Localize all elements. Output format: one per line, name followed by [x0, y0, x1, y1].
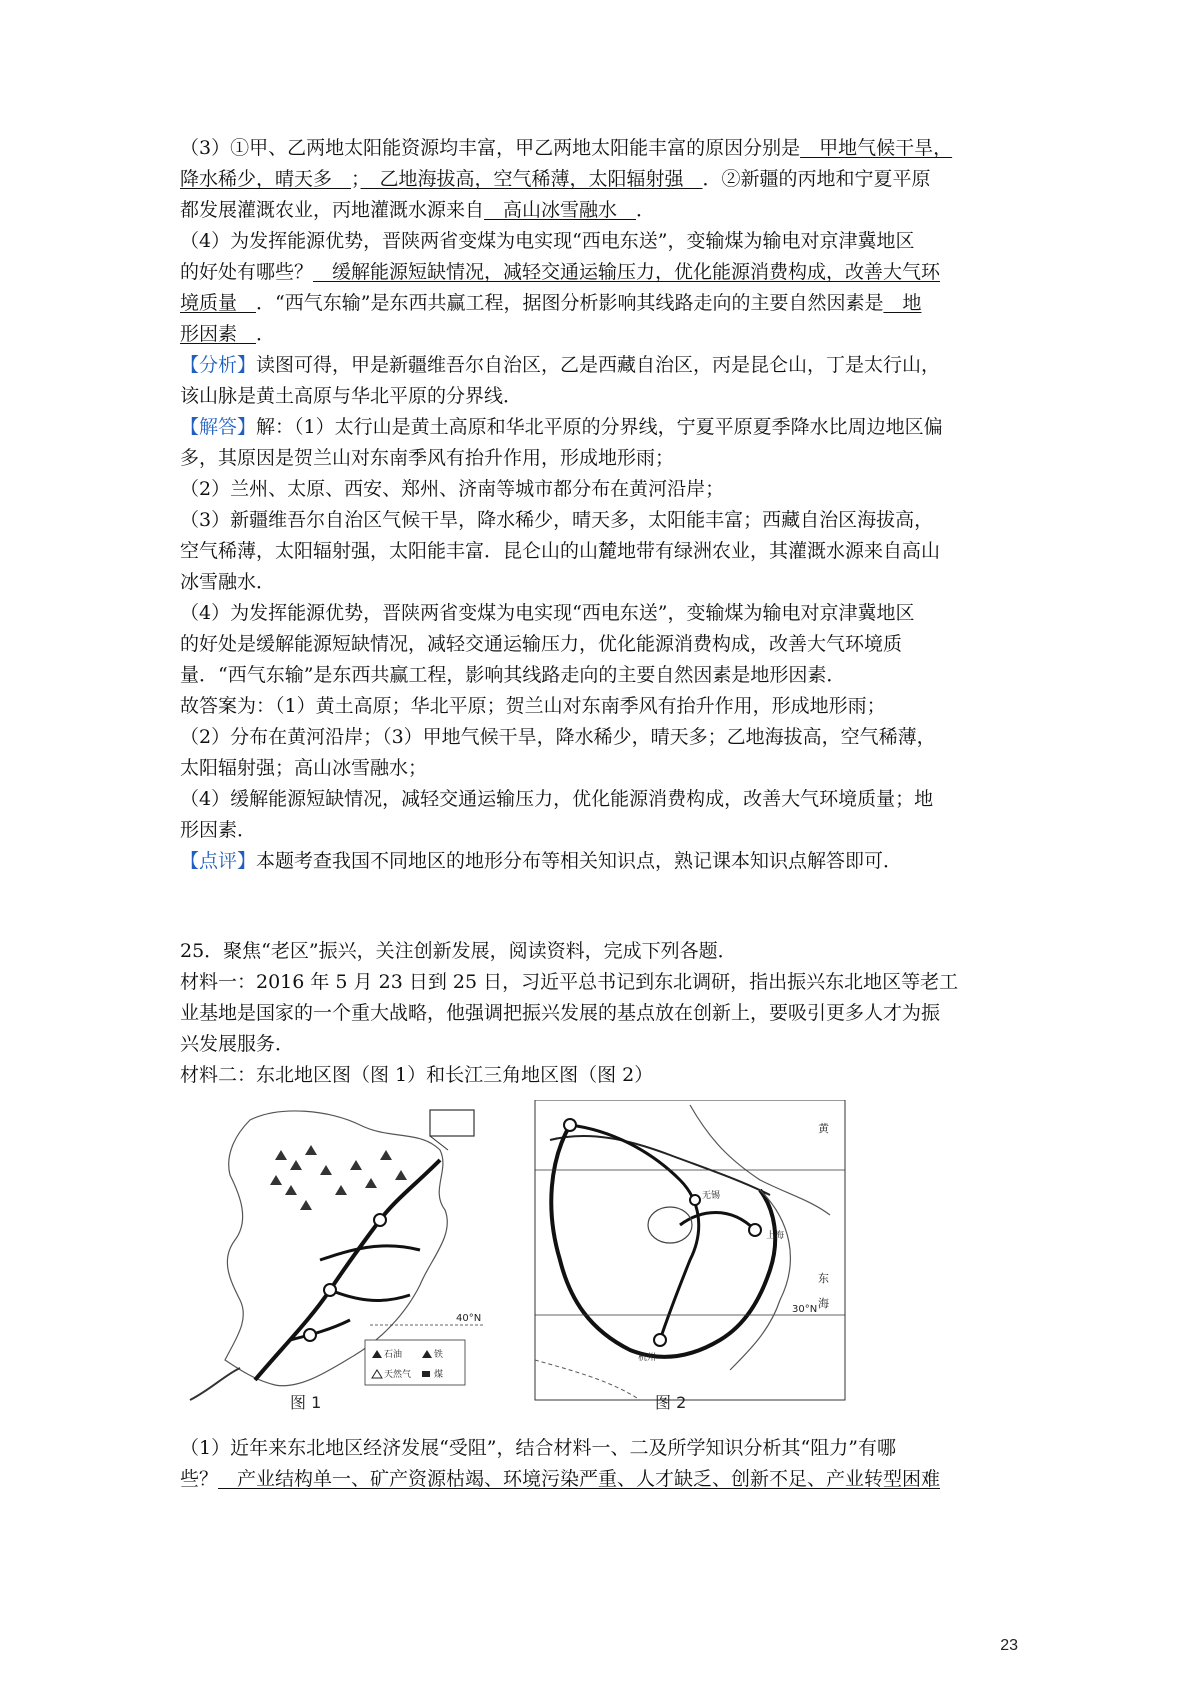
- q4-line-3: [180, 288, 1030, 319]
- q3-text-2: ．②新疆的丙地和宁夏平原: [702, 168, 931, 190]
- q3-answer-1-cont: 降水稀少，晴天多: [180, 168, 352, 190]
- fig1-legend-gas: 天然气: [384, 1370, 412, 1380]
- analysis-block: [180, 350, 1030, 412]
- q4-answer: 缓解能源短缺情况，减轻交通运输压力，优化能源消费构成，改善大气环: [313, 261, 941, 283]
- page-number: 23: [1000, 1637, 1018, 1654]
- q25-1-block: [180, 1433, 1030, 1495]
- q3-text-3: 都发展灌溉农业，丙地灌溉水源来自: [180, 199, 485, 221]
- fig1-legend-oil: 石油: [384, 1350, 403, 1360]
- answer-line-8: 的好处是缓解能源短缺情况，减轻交通运输压力，优化能源消费构成，改善大气环境质: [180, 633, 903, 655]
- q4-line-1: （4）为发挥能源优势，晋陕两省变煤为电实现“西电东送”，变输煤为输电对京津冀地区: [180, 230, 915, 252]
- answer-line-4: （3）新疆维吾尔自治区气候干旱，降水稀少，晴天多，太阳能丰富；西藏自治区海拔高，: [180, 509, 934, 531]
- answer-line-2: 多，其原因是贺兰山对东南季风有抬升作用，形成地形雨；: [180, 447, 675, 469]
- fig2-lat-label: 30°N: [792, 1304, 818, 1315]
- q3-answer-1: 甲地气候干旱，: [800, 137, 953, 159]
- fig1-legend-iron: 铁: [434, 1350, 444, 1360]
- answer-block: [180, 412, 1030, 846]
- q3-line-3: [180, 195, 1030, 226]
- q3-end: ．: [636, 199, 656, 221]
- answer-line-11: （2）分布在黄河沿岸；（3）甲地气候干旱，降水稀少，晴天多；乙地海拔高，空气稀薄，: [180, 726, 936, 748]
- fig1-caption: 图 1: [290, 1393, 322, 1412]
- q25-line-1: 25．聚焦“老区”振兴，关注创新发展，阅读资料，完成下列各题．: [180, 940, 737, 962]
- comment-line: [180, 846, 1030, 877]
- q25-line-2: 材料一：2016 年 5 月 23 日到 25 日，习近平总书记到东北调研，指出振兴东北地区等老工: [180, 971, 959, 993]
- q4-text-3: ．“西气东输”是东西共赢工程，据图分析影响其线路走向的主要自然因素是: [256, 292, 884, 314]
- fig2-label-east: 东: [818, 1272, 829, 1285]
- answer-line-3: （2）兰州、太原、西安、郑州、济南等城市都分布在黄河沿岸；: [180, 478, 725, 500]
- q4-end: ．: [256, 323, 276, 345]
- answer-line-13: （4）缓解能源短缺情况，减轻交通运输压力，优化能源消费构成，改善大气环境质量；地: [180, 788, 934, 810]
- comment-text: 本题考查我国不同地区的地形分布等相关知识点，熟记课本知识点解答即可．: [256, 850, 903, 872]
- answer-line-12: 太阳辐射强；高山冰雪融水；: [180, 757, 428, 779]
- answer-tag: 【解答】: [180, 416, 257, 438]
- q3-block: [180, 133, 1030, 226]
- q3-separator: ；: [351, 168, 361, 190]
- q25-block: [180, 936, 1030, 1091]
- answer-line-9: 量．“西气东输”是东西共赢工程，影响其线路走向的主要自然因素是地形因素．: [180, 664, 846, 686]
- q4-block: [180, 226, 1030, 350]
- answer-line-14: 形因素．: [180, 819, 257, 841]
- fig2-label-shanghai: 上海: [766, 1231, 785, 1241]
- answer-line-10: 故答案为：（1）黄土高原；华北平原；贺兰山对东南季风有抬升作用，形成地形雨；: [180, 695, 886, 717]
- fig2-label-yellow: 黄: [818, 1122, 829, 1135]
- figure-2-yangtze-delta-map: [530, 1100, 870, 1420]
- q4-text: 的好处有哪些？: [180, 261, 314, 283]
- q4-answer-2-cont: 形因素: [180, 323, 257, 345]
- fig2-label-sea: 海: [818, 1297, 829, 1310]
- q3-text: （3）①甲、乙两地太阳能资源均丰富，甲乙两地太阳能丰富的原因分别是: [180, 137, 801, 159]
- answer-line-5: 空气稀薄，太阳辐射强，太阳能丰富．昆仑山的山麓地带有绿洲农业，其灌溉水源来自高山: [180, 540, 941, 562]
- q3-answer-3: 高山冰雪融水: [484, 199, 637, 221]
- comment-tag: 【点评】: [180, 850, 257, 872]
- fig2-label-wuxi: 无锡: [702, 1191, 721, 1201]
- q4-answer-2: 地: [883, 292, 922, 314]
- analysis-tag: 【分析】: [180, 354, 257, 376]
- q4-line-4: [180, 319, 1030, 350]
- q3-answer-2: 乙地海拔高，空气稀薄，太阳辐射强: [360, 168, 703, 190]
- q3-line-2: [180, 164, 1030, 195]
- fig2-label-hangzhou: 杭州: [638, 1353, 657, 1363]
- answer-text: 解：（1）太行山是黄土高原和华北平原的分界线，宁夏平原夏季降水比周边地区偏: [256, 416, 943, 438]
- analysis-line-2: 该山脉是黄土高原与华北平原的分界线．: [180, 385, 523, 407]
- q25-line-5: 材料二：东北地区图（图 1）和长江三角地区图（图 2）: [180, 1064, 654, 1086]
- yangtze-delta-map-image: [530, 1100, 870, 1420]
- q25-1-line-1: （1）近年来东北地区经济发展“受阻”，结合材料一、二及所学知识分析其“阻力”有哪: [180, 1437, 896, 1459]
- comment-block: [180, 846, 1030, 877]
- figures: [180, 1100, 870, 1420]
- q25-1-answer: 产业结构单一、矿产资源枯竭、环境污染严重、人才缺乏、创新不足、产业转型困难: [218, 1468, 941, 1490]
- northeast-map-image: [180, 1100, 510, 1420]
- fig1-legend-coal: 煤: [434, 1370, 444, 1380]
- q25-line-4: 兴发展服务．: [180, 1033, 295, 1055]
- answer-line-7: （4）为发挥能源优势，晋陕两省变煤为电实现“西电东送”，变输煤为输电对京津冀地区: [180, 602, 915, 624]
- q4-answer-cont: 境质量: [180, 292, 257, 314]
- figure-1-northeast-map: [180, 1100, 510, 1420]
- fig2-caption: 图 2: [655, 1393, 687, 1412]
- q25-1-text: 些？: [180, 1468, 219, 1490]
- q3-line-1: [180, 133, 1030, 164]
- analysis-text: 读图可得，甲是新疆维吾尔自治区，乙是西藏自治区，丙是昆仑山，丁是太行山，: [256, 354, 941, 376]
- answer-line-1: [180, 412, 1030, 443]
- q25-1-line-2: [180, 1464, 1030, 1495]
- q4-line-2: [180, 257, 1030, 288]
- analysis-line-1: [180, 350, 1030, 381]
- q25-line-3: 业基地是国家的一个重大战略，他强调把振兴发展的基点放在创新上，要吸引更多人才为振: [180, 1002, 941, 1024]
- fig1-lat-label: 40°N: [456, 1313, 482, 1324]
- answer-line-6: 冰雪融水．: [180, 571, 276, 593]
